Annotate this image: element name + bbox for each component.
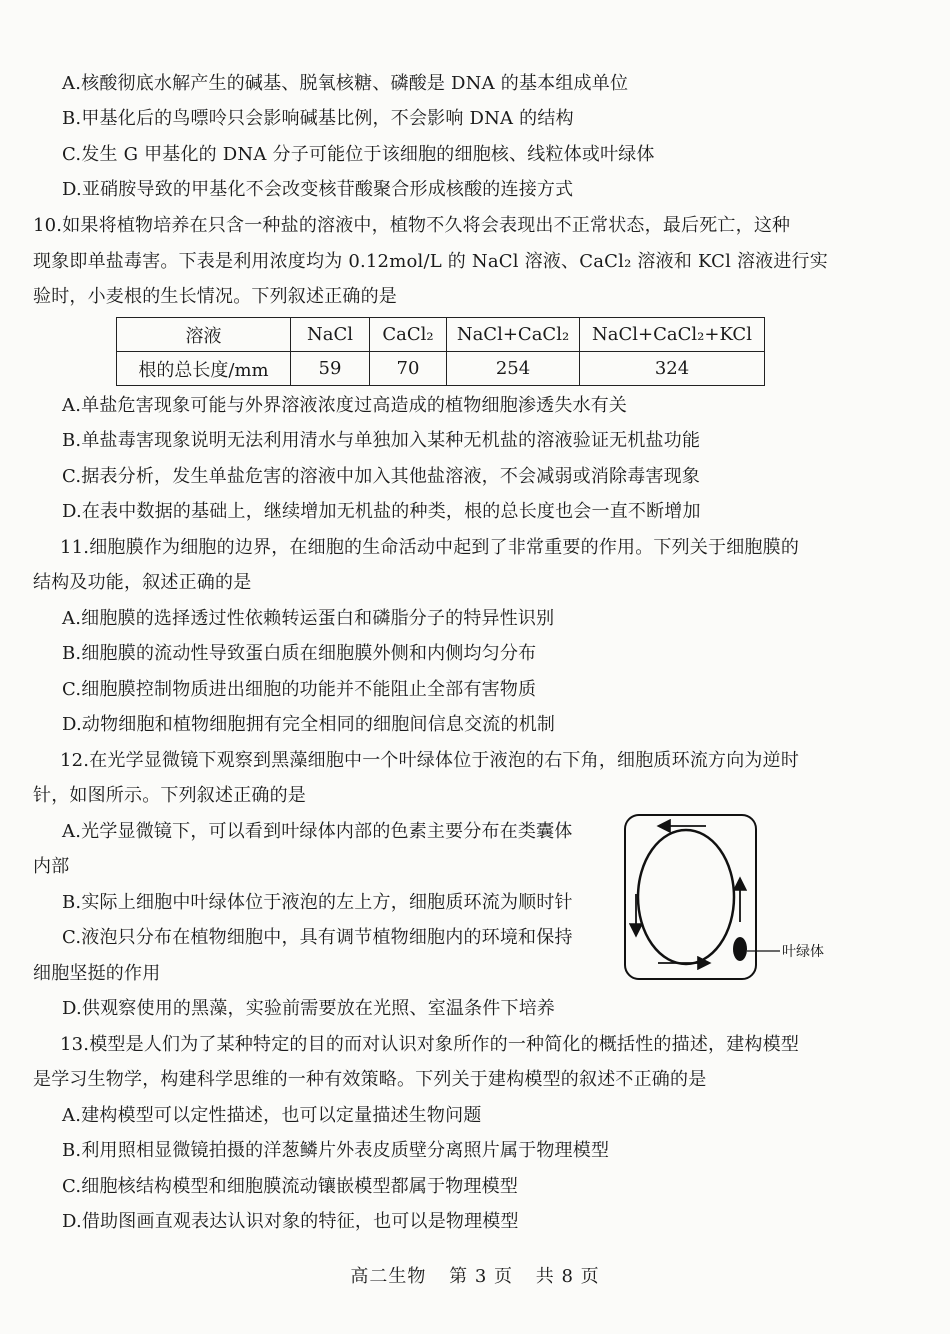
table-cell: 254 <box>447 352 580 386</box>
q9-option-a: A.核酸彻底水解产生的碱基、脱氧核糖、磷酸是 DNA 的基本组成单位 <box>62 73 629 94</box>
q12-stem-line-1: 12.在光学显微镜下观察到黑藻细胞中一个叶绿体位于液泡的右下角，细胞质环流方向为逆时 <box>60 750 800 771</box>
q13-option-d: D.借助图画直观表达认识对象的特征，也可以是物理模型 <box>62 1211 519 1232</box>
chloroplast-label: 叶绿体 <box>782 944 824 960</box>
q13-stem-line-2: 是学习生物学，构建科学思维的一种有效策略。下列关于建构模型的叙述不正确的是 <box>33 1069 707 1090</box>
table-row <box>117 352 765 386</box>
page-footer <box>0 1262 950 1288</box>
q13-stem-line-1: 13.模型是人们为了某种特定的目的而对认识对象所作的一种简化的概括性的描述，建构模型 <box>60 1034 800 1055</box>
q10-option-d: D.在表中数据的基础上，继续增加无机盐的种类，根的总长度也会一直不断增加 <box>62 501 701 522</box>
q9-option-d: D.亚硝胺导致的甲基化不会改变核苷酸聚合形成核酸的连接方式 <box>62 179 574 200</box>
q9-option-b: B.甲基化后的鸟嘌呤只会影响碱基比例，不会影响 DNA 的结构 <box>62 108 574 129</box>
footer-page-number: 第 3 页 <box>449 1266 513 1287</box>
q12-option-a-cont: 内部 <box>33 856 70 877</box>
chloroplast-icon <box>733 937 747 961</box>
q11-stem-line-1: 11.细胞膜作为细胞的边界，在细胞的生命活动中起到了非常重要的作用。下列关于细胞膜的 <box>60 537 800 558</box>
table-cell: 溶液 <box>117 318 291 352</box>
salt-solution-table <box>116 317 765 386</box>
table-cell: NaCl+CaCl₂ <box>447 318 580 352</box>
q12-option-c-cont: 细胞坚挺的作用 <box>33 963 161 984</box>
table-cell: 70 <box>370 352 447 386</box>
vacuole-outline <box>638 830 734 964</box>
q12-option-b: B.实际上细胞中叶绿体位于液泡的左上方，细胞质环流为顺时针 <box>62 892 573 913</box>
q10-stem-line-1: 10.如果将植物培养在只含一种盐的溶液中，植物不久将会表现出不正常状态，最后死亡，这种 <box>33 215 791 236</box>
q12-option-a: A.光学显微镜下，可以看到叶绿体内部的色素主要分布在类囊体 <box>62 821 573 842</box>
q10-option-a: A.单盐危害现象可能与外界溶液浓度过高造成的植物细胞渗透失水有关 <box>62 395 628 416</box>
q11-stem-line-2: 结构及功能，叙述正确的是 <box>33 572 252 593</box>
q9-option-c: C.发生 G 甲基化的 DNA 分子可能位于该细胞的细胞核、线粒体或叶绿体 <box>62 144 655 165</box>
q10-option-c: C.据表分析，发生单盐危害的溶液中加入其他盐溶液，不会减弱或消除毒害现象 <box>62 466 701 487</box>
q13-option-c: C.细胞核结构模型和细胞膜流动镶嵌模型都属于物理模型 <box>62 1176 519 1197</box>
q10-option-b: B.单盐毒害现象说明无法利用清水与单独加入某种无机盐的溶液验证无机盐功能 <box>62 430 701 451</box>
q10-stem-line-2: 现象即单盐毒害。下表是利用浓度均为 0.12mol/L 的 NaCl 溶液、CaCl₂ 溶液和 KCl 溶液进行实 <box>33 251 828 272</box>
q11-option-b: B.细胞膜的流动性导致蛋白质在细胞膜外侧和内侧均匀分布 <box>62 643 537 664</box>
table-header-row <box>117 318 765 352</box>
table-cell: NaCl <box>291 318 370 352</box>
q11-option-a: A.细胞膜的选择透过性依赖转运蛋白和磷脂分子的特异性识别 <box>62 608 555 629</box>
q11-option-c: C.细胞膜控制物质进出细胞的功能并不能阻止全部有害物质 <box>62 679 537 700</box>
table-cell: 根的总长度/mm <box>117 352 291 386</box>
q10-stem-line-3: 验时，小麦根的生长情况。下列叙述正确的是 <box>33 286 397 307</box>
q12-option-d: D.供观察使用的黑藻，实验前需要放在光照、室温条件下培养 <box>62 998 556 1019</box>
q13-option-a: A.建构模型可以定性描述，也可以定量描述生物问题 <box>62 1105 482 1126</box>
q11-option-d: D.动物细胞和植物细胞拥有完全相同的细胞间信息交流的机制 <box>62 714 556 735</box>
table-cell: NaCl+CaCl₂+KCl <box>580 318 765 352</box>
plant-cell-diagram <box>620 812 870 987</box>
q13-option-b: B.利用照相显微镜拍摄的洋葱鳞片外表皮质壁分离照片属于物理模型 <box>62 1140 610 1161</box>
table-cell: 59 <box>291 352 370 386</box>
table-cell: CaCl₂ <box>370 318 447 352</box>
footer-subject: 高二生物 <box>350 1266 427 1287</box>
q12-option-c: C.液泡只分布在植物细胞中，具有调节植物细胞内的环境和保持 <box>62 927 573 948</box>
table-cell: 324 <box>580 352 765 386</box>
footer-total-pages: 共 8 页 <box>535 1266 600 1287</box>
q12-stem-line-2: 针，如图所示。下列叙述正确的是 <box>33 785 306 806</box>
